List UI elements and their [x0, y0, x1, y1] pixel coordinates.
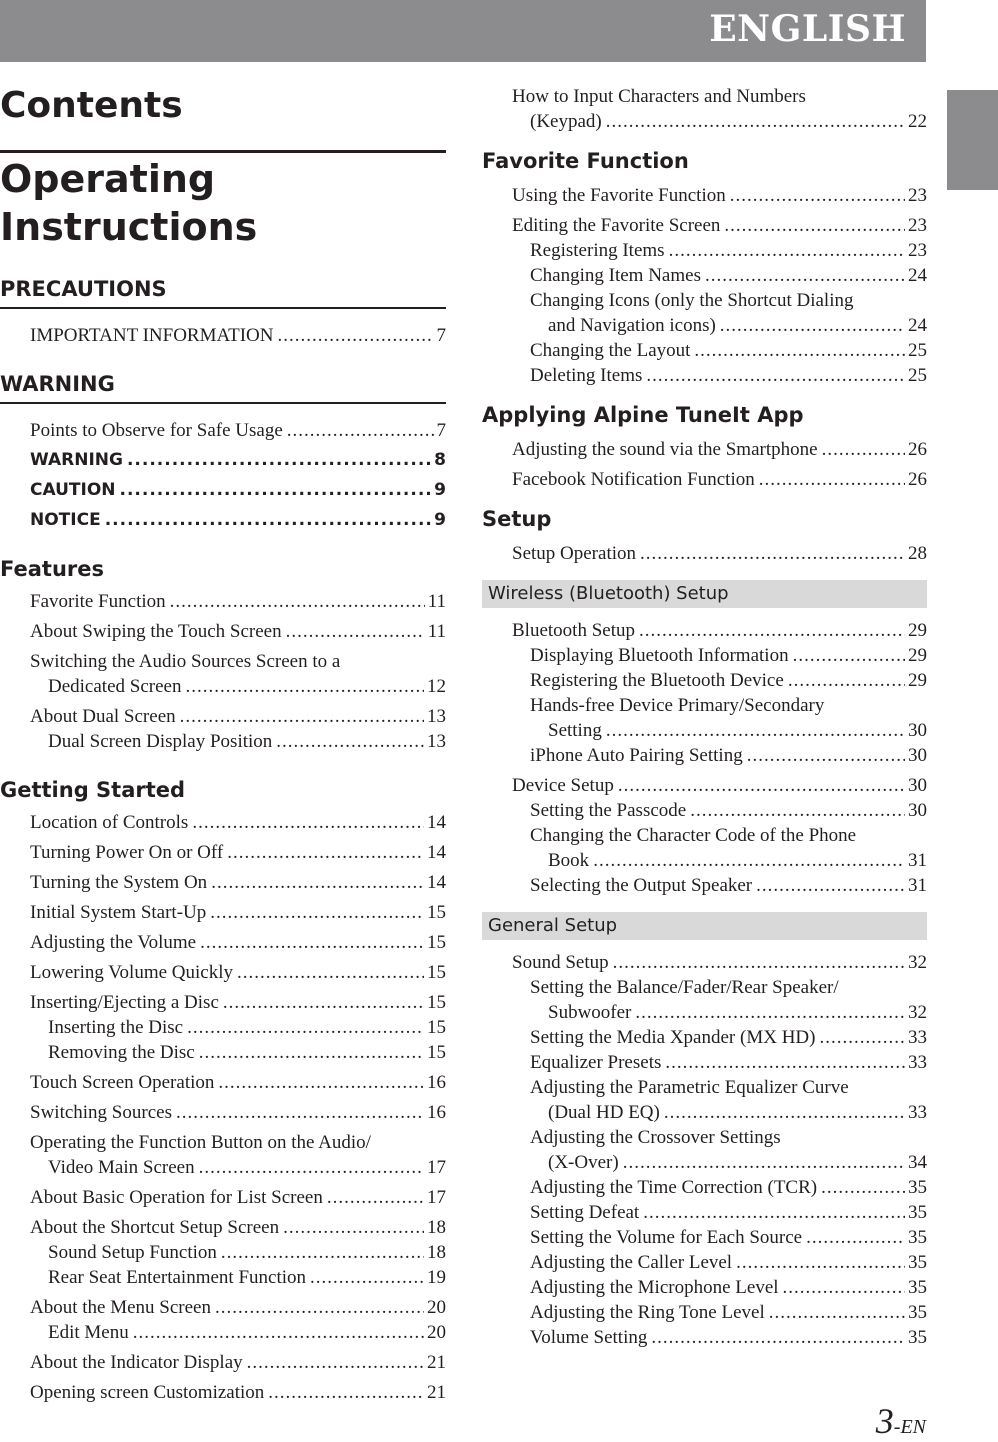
toc-section	[482, 401, 927, 492]
toc-section	[0, 370, 446, 533]
subsection-title: General Setup	[482, 912, 927, 940]
toc-entry-text: About Swiping the Touch Screen	[30, 621, 282, 642]
toc-entry[interactable]	[0, 930, 446, 955]
toc-entry-text: Adjusting the sound via the Smartphone	[512, 439, 818, 460]
toc-leader-dots	[185, 674, 424, 699]
toc-entry[interactable]	[482, 848, 927, 873]
toc-page-number: 7	[436, 420, 446, 441]
toc-page-number: 23	[908, 240, 927, 261]
toc-page-number: 24	[908, 265, 927, 286]
toc-leader-dots	[724, 213, 905, 238]
toc-leader-dots	[705, 263, 905, 288]
toc-page-number: 15	[427, 1042, 446, 1063]
toc-page-number: 19	[427, 1267, 446, 1288]
right-lead-entries	[482, 84, 927, 134]
toc-leader-dots	[192, 810, 424, 835]
toc-leader-dots	[215, 1295, 424, 1320]
toc-leader-dots	[788, 668, 905, 693]
toc-leader-dots	[821, 1175, 905, 1200]
contents-title: Contents	[0, 85, 183, 126]
toc-leader-dots	[643, 1200, 905, 1225]
toc-page-number: 35	[908, 1327, 927, 1348]
section-title: PRECAUTIONS	[0, 275, 446, 309]
toc-entry-text: Registering the Bluetooth Device	[530, 670, 784, 691]
toc-entry-text: Video Main Screen	[48, 1157, 195, 1178]
toc-entry[interactable]	[482, 183, 927, 208]
toc-leader-dots	[640, 541, 905, 566]
toc-entry-text: Sound Setup	[512, 952, 609, 973]
toc-leader-dots	[170, 589, 425, 614]
toc-page-number: 15	[427, 902, 446, 923]
toc-leader-dots	[200, 930, 424, 955]
toc-leader-dots	[210, 900, 424, 925]
toc-leader-dots	[283, 1215, 424, 1240]
toc-entry[interactable]	[482, 1000, 927, 1025]
toc-entry[interactable]	[0, 1015, 446, 1040]
toc-leader-dots	[822, 437, 905, 462]
toc-entry[interactable]	[0, 870, 446, 895]
toc-leader-dots	[730, 183, 905, 208]
toc-page-number: 23	[908, 185, 927, 206]
toc-leader-dots	[806, 1225, 905, 1250]
toc-page-number: 31	[908, 850, 927, 871]
toc-page-number: 16	[427, 1102, 446, 1123]
toc-entry[interactable]	[482, 213, 927, 238]
toc-leader-dots	[218, 1070, 424, 1095]
toc-leader-dots	[211, 870, 424, 895]
toc-entry[interactable]	[482, 1150, 927, 1175]
toc-page-number: 8	[434, 450, 446, 470]
toc-entry-text: IMPORTANT INFORMATION	[30, 325, 274, 346]
section-title: WARNING	[0, 370, 446, 404]
toc-entry[interactable]	[0, 1380, 446, 1405]
toc-entry[interactable]	[0, 960, 446, 985]
toc-entry-text: Subwoofer	[548, 1002, 632, 1023]
toc-entry[interactable]	[482, 743, 927, 768]
toc-entry[interactable]	[482, 1300, 927, 1325]
toc-leader-dots	[227, 840, 424, 865]
toc-entry[interactable]	[482, 338, 927, 363]
toc-entry-line: Adjusting the Parametric Equalizer Curve	[530, 1077, 849, 1098]
toc-leader-dots	[783, 1275, 905, 1300]
toc-entry-text: Initial System Start-Up	[30, 902, 207, 923]
toc-page-number: 14	[427, 812, 446, 833]
toc-entry[interactable]	[0, 1320, 446, 1345]
page-number-suffix: -EN	[893, 1416, 926, 1438]
toc-leader-dots	[759, 467, 905, 492]
toc-page-number: 24	[908, 315, 927, 336]
toc-entry-line: Changing the Character Code of the Phone	[530, 825, 857, 846]
toc-page-number: 18	[427, 1242, 446, 1263]
toc-entry[interactable]	[482, 873, 927, 898]
toc-entry-text: Deleting Items	[530, 365, 643, 386]
toc-entry[interactable]	[0, 900, 446, 925]
toc-entry[interactable]	[482, 1025, 927, 1050]
toc-entry[interactable]	[482, 313, 927, 338]
toc-leader-dots	[819, 1025, 905, 1050]
toc-entry-line: Operating the Function Button on the Audio/	[30, 1132, 371, 1153]
toc-leader-dots	[199, 1040, 424, 1065]
toc-page-number: 31	[908, 875, 927, 896]
toc-page-number: 22	[908, 111, 927, 132]
toc-page-number: 26	[908, 469, 927, 490]
toc-entry-text: About Basic Operation for List Screen	[30, 1187, 323, 1208]
toc-leader-dots	[276, 729, 424, 754]
toc-entry[interactable]	[0, 810, 446, 835]
subsection-title: Wireless (Bluetooth) Setup	[482, 580, 927, 608]
toc-page-number: 25	[908, 340, 927, 361]
toc-leader-dots	[187, 1015, 424, 1040]
toc-entry[interactable]	[482, 718, 927, 743]
section-title: Features	[0, 557, 104, 581]
toc-entry-text: Setting	[548, 720, 602, 741]
toc-leader-dots	[793, 643, 905, 668]
toc-page-number: 29	[908, 645, 927, 666]
toc-entry[interactable]	[0, 1240, 446, 1265]
toc-leader-dots	[127, 448, 431, 473]
toc-page-number: 20	[427, 1322, 446, 1343]
toc-entry[interactable]	[0, 1070, 446, 1095]
toc-entry-line: How to Input Characters and Numbers	[512, 86, 806, 107]
section-title: Applying Alpine TuneIt App	[482, 403, 804, 427]
toc-leader-dots	[618, 773, 905, 798]
toc-leader-dots	[247, 1350, 424, 1375]
toc-entry[interactable]	[0, 1295, 446, 1320]
toc-entry-text: Volume Setting	[530, 1327, 648, 1348]
toc-leader-dots	[646, 363, 905, 388]
toc-entry[interactable]	[0, 1185, 446, 1210]
toc-entry[interactable]	[482, 1050, 927, 1075]
page-number	[876, 1400, 926, 1442]
right-column	[482, 84, 927, 1350]
toc-section	[482, 912, 927, 1350]
toc-page-number: 30	[908, 720, 927, 741]
toc-entry-text: NOTICE	[30, 510, 101, 530]
toc-entry-text: Facebook Notification Function	[512, 469, 755, 490]
toc-page-number: 28	[908, 543, 927, 564]
toc-section	[482, 580, 927, 898]
toc-entry[interactable]	[482, 668, 927, 693]
toc-page-number: 30	[908, 800, 927, 821]
toc-leader-dots	[736, 1250, 905, 1275]
toc-entry-text: Adjusting the Microphone Level	[530, 1277, 779, 1298]
toc-entry-text: iPhone Auto Pairing Setting	[530, 745, 743, 766]
toc-page-number: 16	[427, 1072, 446, 1093]
toc-page-number: 15	[427, 1017, 446, 1038]
toc-entry[interactable]	[0, 840, 446, 865]
toc-leader-dots	[756, 873, 905, 898]
toc-entry[interactable]	[482, 263, 927, 288]
toc-entry[interactable]	[0, 1040, 446, 1065]
toc-entry-text: Bluetooth Setup	[512, 620, 635, 641]
toc-leader-dots	[133, 1320, 424, 1345]
toc-entry-line: Adjusting the Crossover Settings	[530, 1127, 781, 1148]
toc-leader-dots	[221, 1240, 424, 1265]
toc-leader-dots	[176, 1100, 424, 1125]
toc-entry[interactable]	[0, 674, 446, 699]
toc-leader-dots	[286, 619, 425, 644]
toc-page-number: 35	[908, 1177, 927, 1198]
toc-page-number: 32	[908, 952, 927, 973]
toc-entry[interactable]	[0, 448, 446, 473]
toc-entry-text: (Keypad)	[530, 111, 602, 132]
toc-leader-dots	[180, 704, 424, 729]
toc-entry-text: Opening screen Customization	[30, 1382, 265, 1403]
toc-leader-dots	[310, 1265, 424, 1290]
toc-entry-text: Displaying Bluetooth Information	[530, 645, 789, 666]
toc-entry-text: Adjusting the Ring Tone Level	[530, 1302, 765, 1323]
toc-entry[interactable]	[482, 541, 927, 566]
toc-leader-dots	[223, 990, 424, 1015]
toc-entry[interactable]	[482, 1100, 927, 1125]
toc-page-number: 15	[427, 992, 446, 1013]
toc-entry-text: (Dual HD EQ)	[548, 1102, 660, 1123]
toc-page-number: 35	[908, 1302, 927, 1323]
toc-leader-dots	[669, 238, 905, 263]
toc-entry-text: Equalizer Presets	[530, 1052, 662, 1073]
toc-section	[0, 555, 446, 754]
toc-entry-text: Changing the Layout	[530, 340, 691, 361]
toc-page-number: 33	[908, 1052, 927, 1073]
toc-entry[interactable]	[0, 1350, 446, 1375]
toc-leader-dots	[277, 323, 433, 348]
toc-entry[interactable]	[0, 1265, 446, 1290]
toc-entry-text: Setup Operation	[512, 543, 637, 564]
toc-page-number: 21	[427, 1382, 446, 1403]
toc-section	[482, 147, 927, 388]
left-sections	[0, 275, 446, 1405]
toc-entry-text: Inserting the Disc	[48, 1017, 184, 1038]
toc-leader-dots	[327, 1185, 424, 1210]
toc-entry-text: About the Menu Screen	[30, 1297, 211, 1318]
toc-section	[0, 776, 446, 1405]
toc-entry-text: Book	[548, 850, 590, 871]
toc-leader-dots	[690, 798, 905, 823]
toc-leader-dots	[237, 960, 424, 985]
toc-section	[482, 505, 927, 566]
toc-entry[interactable]	[482, 467, 927, 492]
toc-entry-text: Location of Controls	[30, 812, 189, 833]
toc-entry[interactable]	[0, 508, 446, 533]
toc-leader-dots	[694, 338, 905, 363]
right-sections	[482, 147, 927, 1350]
toc-leader-dots	[651, 1325, 905, 1350]
toc-page-number: 11	[427, 621, 446, 642]
toc-entry[interactable]	[482, 1325, 927, 1350]
toc-entry-text: Selecting the Output Speaker	[530, 875, 753, 896]
toc-entry-line: Changing Icons (only the Shortcut Dialing	[530, 290, 854, 311]
side-tab	[947, 90, 998, 190]
toc-entry[interactable]	[0, 1100, 446, 1125]
toc-entry[interactable]	[482, 437, 927, 462]
toc-page-number: 14	[427, 842, 446, 863]
toc-leader-dots	[613, 950, 905, 975]
toc-entry[interactable]	[482, 618, 927, 643]
toc-entry[interactable]	[482, 363, 927, 388]
toc-entry[interactable]	[0, 478, 446, 503]
toc-leader-dots	[665, 1050, 905, 1075]
toc-entry-text: and Navigation icons)	[548, 315, 716, 336]
toc-entry-text: CAUTION	[30, 480, 116, 500]
toc-entry-text: Favorite Function	[30, 591, 166, 612]
toc-entry[interactable]	[482, 1200, 927, 1225]
toc-entry-text: Removing the Disc	[48, 1042, 195, 1063]
toc-page-number: 11	[427, 591, 446, 612]
toc-leader-dots	[268, 1380, 424, 1405]
toc-page-number: 29	[908, 670, 927, 691]
toc-page-number: 9	[434, 510, 446, 530]
toc-page-number: 34	[908, 1152, 927, 1173]
toc-entry-text: Changing Item Names	[530, 265, 701, 286]
toc-entry[interactable]	[482, 1225, 927, 1250]
toc-leader-dots	[769, 1300, 905, 1325]
toc-entry-text: Adjusting the Time Correction (TCR)	[530, 1177, 818, 1198]
toc-entry[interactable]	[0, 1155, 446, 1180]
toc-leader-dots	[606, 109, 905, 134]
toc-leader-dots	[664, 1100, 905, 1125]
toc-page-number: 14	[427, 872, 446, 893]
toc-entry-text: Setting Defeat	[530, 1202, 640, 1223]
toc-page-number: 17	[427, 1157, 446, 1178]
toc-page-number: 25	[908, 365, 927, 386]
toc-page-number: 33	[908, 1102, 927, 1123]
toc-entry[interactable]	[482, 109, 927, 134]
toc-entry-text: Dedicated Screen	[48, 676, 182, 697]
toc-page-number: 15	[427, 962, 446, 983]
toc-entry-text: Turning Power On or Off	[30, 842, 224, 863]
toc-section	[0, 275, 446, 348]
toc-entry-text: Inserting/Ejecting a Disc	[30, 992, 219, 1013]
toc-entry[interactable]	[0, 990, 446, 1015]
toc-page-number: 35	[908, 1202, 927, 1223]
toc-leader-dots	[105, 508, 431, 533]
toc-entry[interactable]	[0, 729, 446, 754]
toc-entry[interactable]	[482, 950, 927, 975]
toc-page-number: 32	[908, 1002, 927, 1023]
toc-entry[interactable]	[0, 418, 446, 443]
toc-entry-text: Sound Setup Function	[48, 1242, 217, 1263]
toc-page-number: 13	[427, 731, 446, 752]
toc-leader-dots	[287, 418, 434, 443]
toc-entry-text: Lowering Volume Quickly	[30, 962, 233, 983]
toc-entry-text: Rear Seat Entertainment Function	[48, 1267, 307, 1288]
toc-leader-dots	[747, 743, 905, 768]
toc-entry-text: Registering Items	[530, 240, 665, 261]
toc-page-number: 9	[434, 480, 446, 500]
part-title: Operating Instructions	[0, 150, 446, 251]
toc-entry-text: Edit Menu	[48, 1322, 129, 1343]
toc-leader-dots	[120, 478, 432, 503]
toc-page-number: 17	[427, 1187, 446, 1208]
toc-leader-dots	[623, 1150, 905, 1175]
toc-page-number: 23	[908, 215, 927, 236]
toc-entry-text: About Dual Screen	[30, 706, 176, 727]
toc-page-number: 7	[436, 325, 446, 346]
toc-entry[interactable]	[482, 773, 927, 798]
section-title: Getting Started	[0, 778, 186, 802]
toc-entry-text: Adjusting the Volume	[30, 932, 197, 953]
toc-entry[interactable]	[482, 1175, 927, 1200]
toc-page-number: 20	[427, 1297, 446, 1318]
toc-page-number: 29	[908, 620, 927, 641]
toc-entry-text: Adjusting the Caller Level	[530, 1252, 733, 1273]
toc-leader-dots	[593, 848, 905, 873]
toc-entry[interactable]	[0, 619, 446, 644]
language-label: ENGLISH	[709, 8, 906, 50]
toc-entry-text: About the Shortcut Setup Screen	[30, 1217, 280, 1238]
toc-leader-dots	[639, 618, 905, 643]
toc-entry[interactable]	[482, 1275, 927, 1300]
toc-entry-text: About the Indicator Display	[30, 1352, 243, 1373]
toc-entry-text: Device Setup	[512, 775, 614, 796]
toc-leader-dots	[635, 1000, 905, 1025]
toc-entry-text: WARNING	[30, 450, 123, 470]
toc-page-number: 35	[908, 1277, 927, 1298]
toc-page-number: 13	[427, 706, 446, 727]
toc-entry-text: Setting the Media Xpander (MX HD)	[530, 1027, 816, 1048]
toc-leader-dots	[720, 313, 905, 338]
toc-page-number: 35	[908, 1252, 927, 1273]
toc-page-number: 18	[427, 1217, 446, 1238]
toc-page-number: 15	[427, 932, 446, 953]
toc-entry[interactable]	[0, 323, 446, 348]
page-number-value: 3	[875, 1401, 894, 1441]
section-title: Setup	[482, 507, 552, 531]
toc-entry-text: (X-Over)	[548, 1152, 619, 1173]
toc-entry-line: Switching the Audio Sources Screen to a	[30, 651, 341, 672]
toc-entry-text: Points to Observe for Safe Usage	[30, 420, 283, 441]
toc-page-number: 30	[908, 745, 927, 766]
section-title: Favorite Function	[482, 149, 689, 173]
toc-page-number: 26	[908, 439, 927, 460]
toc-page-number: 30	[908, 775, 927, 796]
left-column	[0, 80, 446, 1405]
toc-page-number: 33	[908, 1027, 927, 1048]
toc-entry-text: Using the Favorite Function	[512, 185, 726, 206]
toc-entry-line: Hands-free Device Primary/Secondary	[530, 695, 825, 716]
toc-leader-dots	[606, 718, 905, 743]
toc-leader-dots	[199, 1155, 424, 1180]
toc-entry[interactable]	[0, 589, 446, 614]
toc-entry[interactable]	[0, 704, 446, 729]
toc-page-number: 21	[427, 1352, 446, 1373]
toc-entry[interactable]	[482, 1250, 927, 1275]
toc-entry[interactable]	[0, 1215, 446, 1240]
toc-page-number: 12	[427, 676, 446, 697]
header-bar	[0, 0, 926, 62]
toc-entry[interactable]	[482, 643, 927, 668]
toc-entry-text: Setting the Volume for Each Source	[530, 1227, 803, 1248]
toc-entry-text: Editing the Favorite Screen	[512, 215, 721, 236]
toc-entry-text: Setting the Passcode	[530, 800, 687, 821]
toc-entry-text: Touch Screen Operation	[30, 1072, 215, 1093]
toc-entry-line: Setting the Balance/Fader/Rear Speaker/	[530, 977, 839, 998]
toc-entry[interactable]	[482, 798, 927, 823]
toc-entry[interactable]	[482, 238, 927, 263]
toc-entry-text: Turning the System On	[30, 872, 208, 893]
toc-page-number: 35	[908, 1227, 927, 1248]
toc-entry-text: Switching Sources	[30, 1102, 172, 1123]
toc-entry-text: Dual Screen Display Position	[48, 731, 273, 752]
